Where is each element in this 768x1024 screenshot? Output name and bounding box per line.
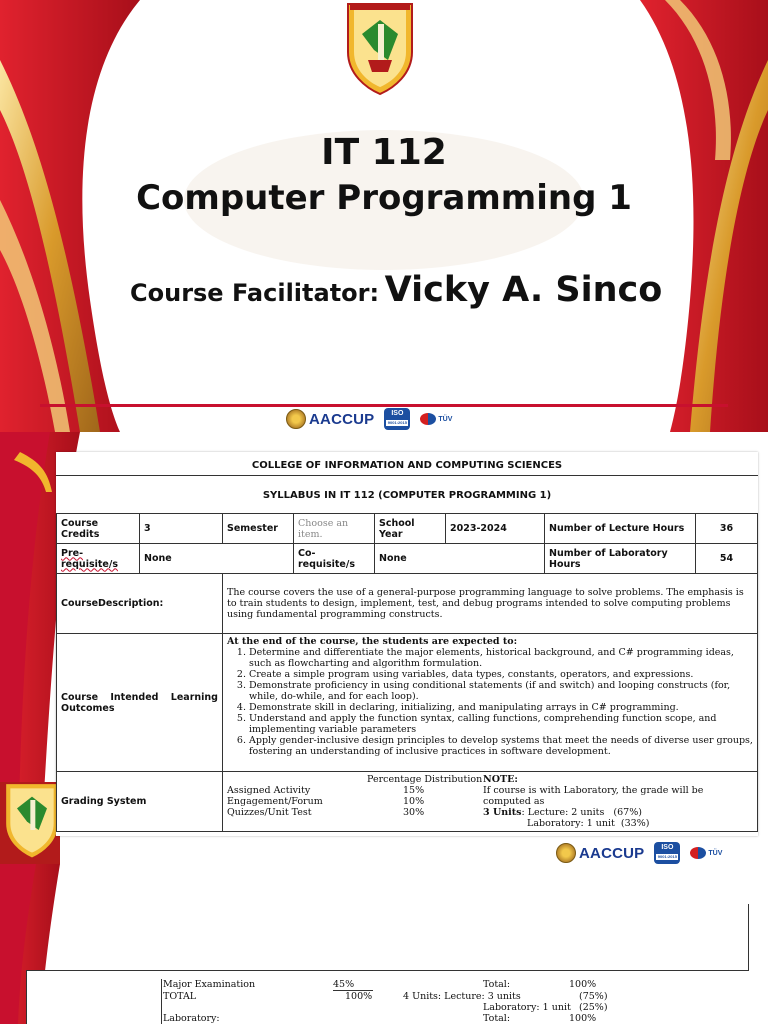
aaccup-logo: AACCUP xyxy=(556,843,644,863)
swoosh-icon xyxy=(420,413,436,425)
aaccup-badge-icon xyxy=(556,843,576,863)
table-row xyxy=(57,574,758,634)
semester-label: Semester xyxy=(223,514,294,544)
table-row xyxy=(57,514,758,544)
syllabus-table xyxy=(56,513,758,832)
lecture-hours-label: Number of Lecture Hours xyxy=(545,514,696,544)
syllabus-document xyxy=(56,452,758,836)
aaccup-badge-icon xyxy=(286,409,306,429)
table-row: Laboratory: Total: 100% xyxy=(163,1013,597,1024)
units3-label: 3 Units xyxy=(483,807,522,818)
list-item: 5. Understand and apply the function syntax, calling functions, comprehending function scope, and implementing variable parameters xyxy=(249,713,753,735)
grading-item: Engagement/Forum xyxy=(227,796,323,807)
coreq-label: Co-requisite/s xyxy=(294,544,375,574)
note-label: NOTE: xyxy=(483,774,518,785)
grading-item: Quizzes/Unit Test xyxy=(227,807,312,818)
syllabus-slide xyxy=(0,432,768,864)
swoosh-icon xyxy=(690,847,706,859)
list-item: 1. Determine and differentiate the major elements, historical background, and C# programming ideas, such as flowcharting and algorithm formulation. xyxy=(249,647,753,669)
course-code: IT 112 xyxy=(321,132,447,173)
syllabus-continued-slide xyxy=(0,864,768,1024)
university-seal-small-icon xyxy=(2,780,62,860)
outcomes-list xyxy=(227,647,753,757)
facilitator-line xyxy=(130,270,662,310)
certification-logo: TÜV xyxy=(420,413,452,425)
coreq-value: None xyxy=(375,544,545,574)
grading-continued xyxy=(163,979,743,1024)
outcomes-label: Course Intended Learning Outcomes xyxy=(57,634,223,772)
description-label: CourseDescription: xyxy=(57,574,223,634)
college-name: COLLEGE OF INFORMATION AND COMPUTING SCIENCES xyxy=(251,460,563,471)
title-slide xyxy=(0,0,768,432)
grading-label: Grading System xyxy=(57,772,223,832)
grading-note: NOTE: If course is with Laboratory, the grade will be computed as 3 Units: Lecture: 2 units (67%) Laboratory: 1 unit (33%) xyxy=(483,774,753,829)
table-row: Laboratory: 1 unit (25%) xyxy=(483,1002,608,1013)
grading-pct: 30% xyxy=(403,807,425,818)
list-item: 2. Create a simple program using variables, data types, constants, operators, and expressions. xyxy=(249,669,753,680)
lecture-hours-value: 36 xyxy=(696,514,758,544)
table-row xyxy=(57,544,758,574)
pct-heading: Percentage Distribution xyxy=(367,774,483,785)
iso-logo: ISO 9001:2015 xyxy=(654,842,680,864)
school-year-value: 2023-2024 xyxy=(446,514,545,544)
table-row: Major Examination 45% Total: 100% xyxy=(163,979,597,990)
outcomes-intro: At the end of the course, the students are expected to: xyxy=(227,636,518,647)
outcomes-cell xyxy=(223,634,758,772)
prereq-value: None xyxy=(140,544,294,574)
credits-label: Course Credits xyxy=(57,514,140,544)
grading-pct: 15% xyxy=(403,785,425,796)
facilitator-name: Vicky A. Sinco xyxy=(384,270,663,310)
credits-value: 3 xyxy=(140,514,223,544)
facilitator-label: Course Facilitator: xyxy=(130,279,380,307)
list-item: 4. Demonstrate skill in declaring, initializing, and manipulating arrays in C# programming. xyxy=(249,702,753,713)
grading-cell xyxy=(223,772,758,832)
list-item: 6. Apply gender-inclusive design principles to develop systems that meet the needs of diverse user groups, fostering an understanding of inclusive practices in software development. xyxy=(249,735,753,757)
table-row: TOTAL 100% 4 Units: Lecture: 3 units (75%) xyxy=(163,991,608,1002)
note-text: If course is with Laboratory, the grade will be computed as xyxy=(483,785,704,807)
syllabus-continued xyxy=(26,970,749,1024)
lab-hours-value: 54 xyxy=(696,544,758,574)
table-row xyxy=(57,634,758,772)
certification-logo: TÜV xyxy=(690,847,722,859)
school-year-label: School Year xyxy=(375,514,446,544)
accreditation-logos xyxy=(286,408,452,430)
iso-logo: ISO 9001:2015 xyxy=(384,408,410,430)
course-title: Computer Programming 1 xyxy=(136,178,632,218)
aaccup-logo: AACCUP xyxy=(286,409,374,429)
accreditation-logos-2 xyxy=(556,842,722,864)
semester-dropdown[interactable]: Choose an item. xyxy=(294,514,375,544)
table-row xyxy=(57,772,758,832)
university-seal-icon xyxy=(344,0,416,96)
prereq-label: Pre-requisite/s xyxy=(57,544,140,574)
grading-distribution xyxy=(227,774,483,829)
lab-hours-label: Number of Laboratory Hours xyxy=(545,544,696,574)
description-text: The course covers the use of a general-purpose programming language to solve problems. The emphasis is to train students to design, implement, test, and debug programs intended to solve computing problems using fundamental programming constructs. xyxy=(223,574,758,634)
grading-pct: 10% xyxy=(403,796,425,807)
syllabus-title: SYLLABUS IN IT 112 (COMPUTER PROGRAMMING 1) xyxy=(262,490,552,501)
grading-item: Assigned Activity xyxy=(227,785,311,796)
list-item: 3. Demonstrate proficiency in using conditional statements (if and switch) and looping constructs (for, while, do-while, and for each loop). xyxy=(249,680,753,702)
